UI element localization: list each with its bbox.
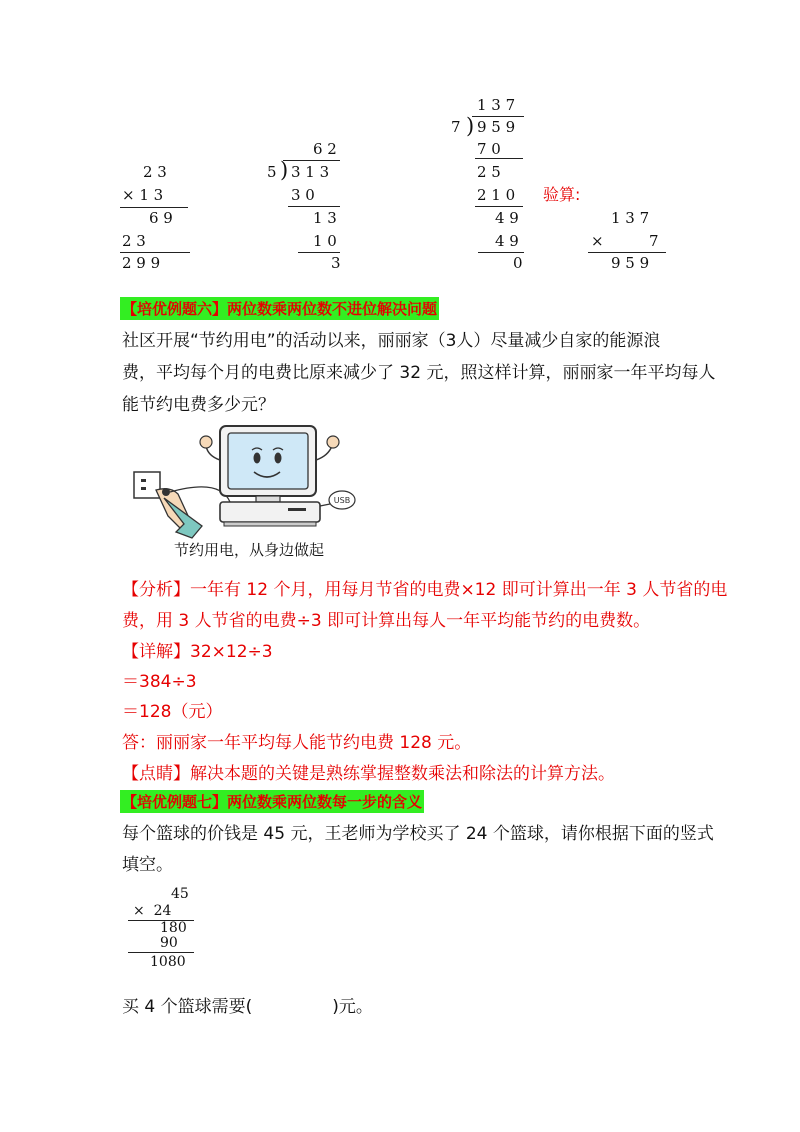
example7-question-line2: 填空。 <box>122 855 173 875</box>
calc2-bracket-top <box>283 160 340 161</box>
mult-row2: × 24 <box>133 903 172 919</box>
check-row3: 9 5 9 <box>611 254 650 272</box>
example6-question-line3: 能节约电费多少元？ <box>122 395 275 415</box>
mult-row1: 45 <box>171 886 189 902</box>
analysis-line2: 费，用 3 人节省的电费÷3 即可计算出每人一年平均能节约的电费数。 <box>122 611 651 631</box>
mult-rule2 <box>128 952 194 953</box>
calc2-quotient: 6 2 <box>313 140 337 158</box>
calc2-rule1 <box>288 206 340 207</box>
calc3-divisor: 7 <box>451 118 461 136</box>
mult-row4: 90 <box>160 935 178 951</box>
usb-label: USB <box>333 496 351 505</box>
check-row2: 7 <box>649 232 659 250</box>
calc2-dividend: 3 1 3 <box>291 163 330 181</box>
example6-question-line2: 费，平均每个月的电费比原来减少了 32 元，照这样计算，丽丽家一年平均每人 <box>122 363 716 383</box>
check-operator: × <box>591 232 604 250</box>
example7-title: 【培优例题七】两位数乘两位数每一步的含义 <box>120 790 424 813</box>
calc1-rule2 <box>120 252 190 253</box>
check-row1: 1 3 7 <box>611 209 650 227</box>
calc3-step1: 7 0 <box>477 140 501 158</box>
answer-line: 答：丽丽家一年平均每人能节约电费 128 元。 <box>122 733 472 753</box>
example6-question-line1: 社区开展“节约用电”的活动以来，丽丽家（3人）尽量减少自家的能源浪 <box>122 331 661 351</box>
solution-line3: ＝128（元） <box>122 702 223 722</box>
calc1-row5: 2 9 9 <box>122 254 161 272</box>
fill-blank-question <box>122 992 373 1017</box>
calc3-step2: 2 5 <box>477 163 501 181</box>
check-label: 验算: <box>543 185 581 204</box>
calc3-step3: 2 1 0 <box>477 186 516 204</box>
calc3-dividend: 9 5 9 <box>477 118 516 136</box>
calc3-step4: 4 9 <box>495 209 519 227</box>
calc3-quotient: 1 3 7 <box>477 96 516 114</box>
key-point-line: 【点睛】解决本题的关键是熟练掌握整数乘法和除法的计算方法。 <box>122 764 615 784</box>
mult-row5: 1080 <box>150 954 186 970</box>
mult-row3: 180 <box>160 920 187 936</box>
fill-blank-prefix: 买 4 个篮球需要( <box>122 997 253 1017</box>
example6-title: 【培优例题六】两位数乘两位数不进位解决问题 <box>120 297 439 320</box>
solution-line2: ＝384÷3 <box>122 672 197 692</box>
fill-blank-suffix: )元。 <box>332 997 373 1017</box>
calc2-step2: 1 3 <box>313 209 337 227</box>
calc3-remainder: 0 <box>513 254 523 272</box>
calc1-row4: 2 3 <box>122 232 146 250</box>
calc2-divisor: 5 <box>267 163 277 181</box>
check-rule <box>588 252 666 253</box>
calc3-bracket: ) <box>466 114 475 138</box>
calc2-step3: 1 0 <box>313 232 337 250</box>
calc1-row2: × 1 3 <box>122 186 164 204</box>
calc1-row1: 2 3 <box>143 163 167 181</box>
calc3-rule1 <box>475 158 523 159</box>
calc2-remainder: 3 <box>331 254 341 272</box>
calc3-rule3 <box>478 252 524 253</box>
calc3-step5: 4 9 <box>495 232 519 250</box>
solution-line1: 【详解】32×12÷3 <box>122 642 273 662</box>
calc3-bracket-top <box>472 116 524 117</box>
example7-question-line1: 每个篮球的价钱是 45 元，王老师为学校买了 24 个篮球，请你根据下面的竖式 <box>122 824 714 844</box>
analysis-line1: 【分析】一年有 12 个月，用每月节省的电费×12 即可计算出一年 3 人节省的电 <box>122 580 728 600</box>
illustration-caption: 节约用电，从身边做起 <box>174 541 325 559</box>
calc3-rule2 <box>475 206 523 207</box>
calc1-row3: 6 9 <box>149 209 173 227</box>
calc2-step1: 3 0 <box>291 186 315 204</box>
calc1-rule1 <box>120 207 188 208</box>
calc2-bracket: ) <box>280 158 289 182</box>
calc2-rule2 <box>298 252 340 253</box>
